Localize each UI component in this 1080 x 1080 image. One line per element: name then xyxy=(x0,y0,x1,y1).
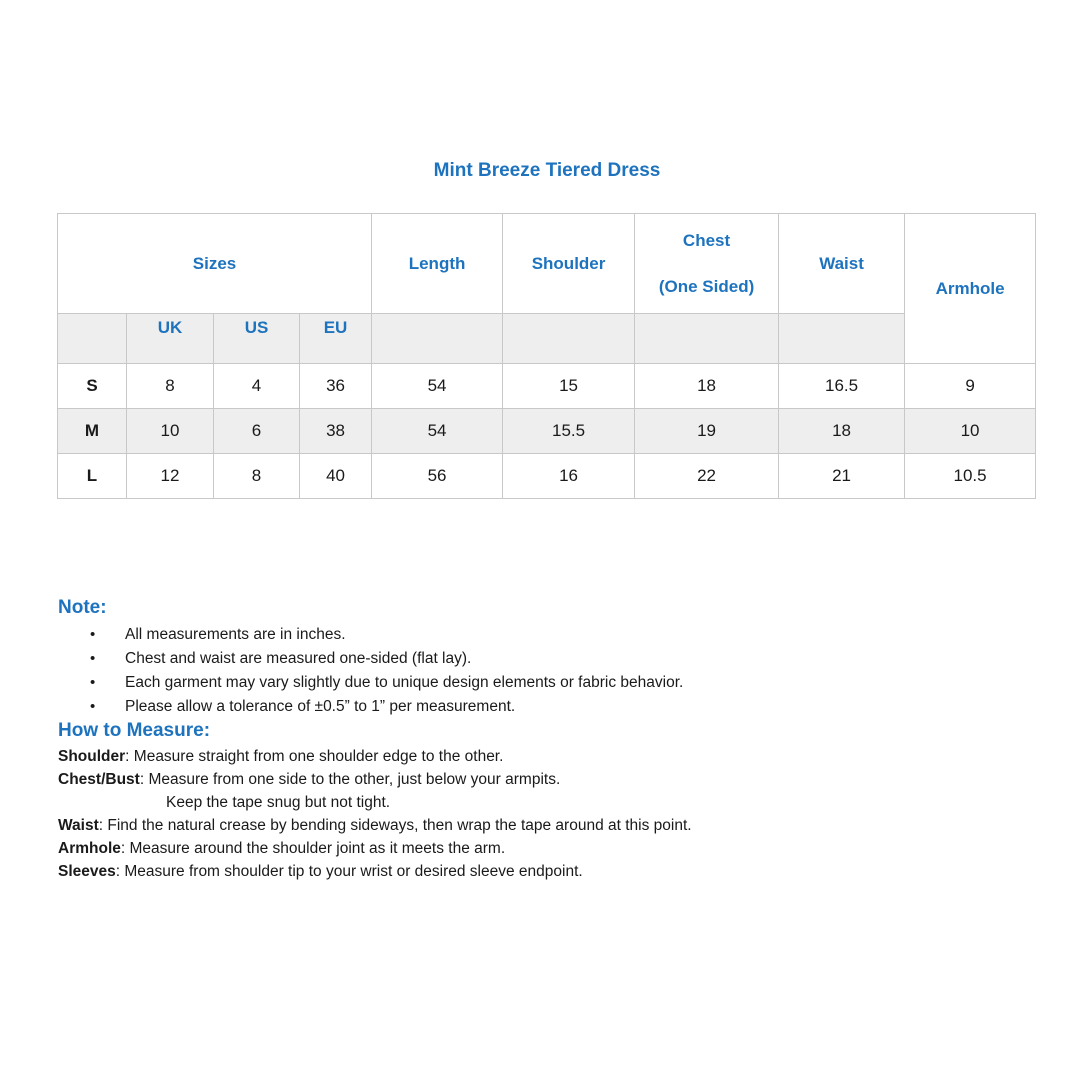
page-title: Mint Breeze Tiered Dress xyxy=(433,160,661,181)
how-to-measure-heading: How to Measure: xyxy=(58,720,211,741)
size-cell: L xyxy=(58,454,127,499)
waist-cell: 16.5 xyxy=(779,364,905,409)
subheader-empty xyxy=(779,314,905,364)
list-item xyxy=(58,695,1048,719)
note-text: All measurements are in inches. xyxy=(125,626,346,643)
table-row xyxy=(58,454,1036,499)
bullet-icon: • xyxy=(90,626,96,643)
measure-item-chest xyxy=(58,768,1048,814)
notes-section xyxy=(58,596,1048,883)
armhole-cell: 9 xyxy=(905,364,1036,409)
waist-cell: 18 xyxy=(779,409,905,454)
measure-item-shoulder xyxy=(58,745,1048,768)
length-cell: 54 xyxy=(372,409,503,454)
bullet-icon: • xyxy=(90,674,96,691)
subheader-empty xyxy=(58,314,127,364)
subheader-us: US xyxy=(214,314,300,364)
waist-cell: 21 xyxy=(779,454,905,499)
header-shoulder: Shoulder xyxy=(503,214,635,314)
subheader-empty xyxy=(635,314,779,364)
header-chest xyxy=(635,214,779,314)
uk-cell: 12 xyxy=(127,454,214,499)
bullet-icon: • xyxy=(90,698,96,715)
measure-item-sleeves xyxy=(58,860,1048,883)
armhole-cell: 10.5 xyxy=(905,454,1036,499)
table-row xyxy=(58,364,1036,409)
measure-list xyxy=(58,745,1048,883)
subheader-eu: EU xyxy=(300,314,372,364)
subheader-empty xyxy=(503,314,635,364)
chest-cell: 22 xyxy=(635,454,779,499)
list-item xyxy=(58,647,1048,671)
header-sizes: Sizes xyxy=(58,214,372,314)
size-chart-table xyxy=(57,213,1036,499)
measure-text: : Measure around the shoulder joint as it meets the arm. xyxy=(120,840,506,857)
note-list xyxy=(58,623,1048,719)
measure-continuation: Keep the tape snug but not tight. xyxy=(166,794,391,811)
measure-item-armhole xyxy=(58,837,1048,860)
eu-cell: 38 xyxy=(300,409,372,454)
header-armhole: Armhole xyxy=(905,214,1036,364)
armhole-cell: 10 xyxy=(905,409,1036,454)
us-cell: 6 xyxy=(214,409,300,454)
us-cell: 4 xyxy=(214,364,300,409)
length-cell: 54 xyxy=(372,364,503,409)
bullet-icon: • xyxy=(90,650,96,667)
list-item xyxy=(58,623,1048,647)
uk-cell: 10 xyxy=(127,409,214,454)
measure-term: Waist xyxy=(58,817,99,834)
size-cell: S xyxy=(58,364,127,409)
measure-term: Chest/Bust xyxy=(58,771,140,788)
subheader-empty xyxy=(372,314,503,364)
length-cell: 56 xyxy=(372,454,503,499)
subheader-row xyxy=(58,314,1036,364)
shoulder-cell: 15.5 xyxy=(503,409,635,454)
header-row xyxy=(58,214,1036,314)
chest-cell: 18 xyxy=(635,364,779,409)
header-chest-line2: (One Sided) xyxy=(658,276,755,296)
uk-cell: 8 xyxy=(127,364,214,409)
eu-cell: 40 xyxy=(300,454,372,499)
measure-text: : Find the natural crease by bending sideways, then wrap the tape around at this point. xyxy=(98,817,692,834)
measure-text: : Measure straight from one shoulder edge to the other. xyxy=(125,748,504,765)
eu-cell: 36 xyxy=(300,364,372,409)
measure-item-waist xyxy=(58,814,1048,837)
us-cell: 8 xyxy=(214,454,300,499)
measure-term: Shoulder xyxy=(58,748,126,765)
note-text: Please allow a tolerance of ±0.5” to 1” per measurement. xyxy=(125,698,516,715)
measure-term: Sleeves xyxy=(58,863,116,880)
chest-cell: 19 xyxy=(635,409,779,454)
header-waist: Waist xyxy=(779,214,905,314)
subheader-uk: UK xyxy=(127,314,214,364)
size-cell: M xyxy=(58,409,127,454)
list-item xyxy=(58,671,1048,695)
table-row xyxy=(58,409,1036,454)
shoulder-cell: 16 xyxy=(503,454,635,499)
header-chest-line1: Chest xyxy=(682,230,731,250)
measure-text: : Measure from shoulder tip to your wrist or desired sleeve endpoint. xyxy=(115,863,583,880)
shoulder-cell: 15 xyxy=(503,364,635,409)
note-text: Each garment may vary slightly due to unique design elements or fabric behavior. xyxy=(125,674,684,691)
note-text: Chest and waist are measured one-sided (flat lay). xyxy=(125,650,472,667)
measure-text: : Measure from one side to the other, just below your armpits. xyxy=(139,771,561,788)
header-length: Length xyxy=(372,214,503,314)
measure-term: Armhole xyxy=(58,840,121,857)
note-heading: Note: xyxy=(58,597,107,618)
